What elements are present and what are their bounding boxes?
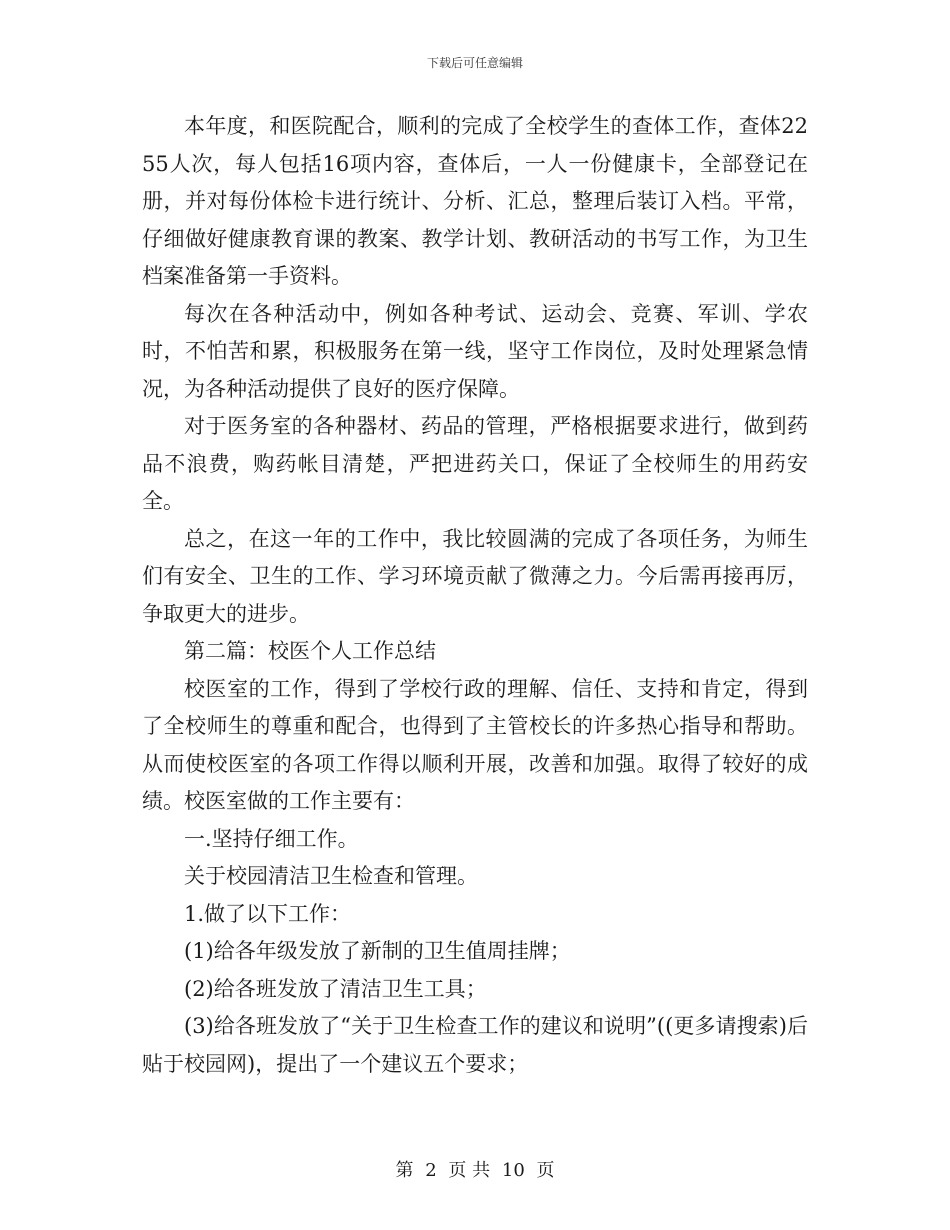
footer-total-pages: 10: [501, 1160, 525, 1181]
paragraph-medicine-management: 对于医务室的各种器材、药品的管理，严格根据要求进行，做到药品不浪费，购药帐目清楚，严把进药关口，保证了全校师生的用药安全。: [142, 414, 808, 513]
list-subheading-hygiene: 关于校园清洁卫生检查和管理。: [184, 864, 478, 888]
list-item-1-3: (3)给各班发放了“关于卫生检查工作的建议和说明”((更多请搜索)后贴于校园网)，提出了一个建议五个要求；: [142, 1014, 808, 1076]
list-item-1-1: (1)给各年级发放了新制的卫生值周挂牌；: [184, 939, 571, 963]
paragraph-activities: 每次在各种活动中，例如各种考试、运动会、竞赛、军训、学农时，不怕苦和累，积极服务在第一线，坚守工作岗位，及时处理紧急情况，为各种活动提供了良好的医疗保障。: [142, 301, 808, 401]
list-item-1-2: (2)给各班发放了清洁卫生工具；: [184, 976, 487, 1001]
footer-page-number: 2: [425, 1160, 437, 1181]
footer-suffix: 页: [536, 1160, 555, 1181]
footer-mid: 页 共: [448, 1160, 491, 1181]
paragraph-summary: 总之，在这一年的工作中，我比较圆满的完成了各项任务，为师生们有安全、卫生的工作、学习环境贡献了微薄之力。今后需再接再厉，争取更大的进步。: [142, 526, 808, 626]
document-body: [142, 108, 808, 1083]
section-heading-part-two: 第二篇：校医个人工作总结: [184, 639, 436, 663]
footer-prefix: 第: [395, 1160, 414, 1181]
list-item-1: 1.做了以下工作：: [184, 901, 352, 926]
paragraph-checkup: 本年度，和医院配合，顺利的完成了全校学生的查体工作，查体2255人次，每人包括16项内容，查体后，一人一份健康卡，全部登记在册，并对每份体检卡进行统计、分析、汇总，整理后装订入档。平常，仔细做好健康教育课的教案、教学计划、教研活动的书写工作，为卫生档案准备第一手资料。: [142, 114, 808, 288]
paragraph-school-clinic-intro: 校医室的工作，得到了学校行政的理解、信任、支持和肯定，得到了全校师生的尊重和配合，也得到了主管校长的许多热心指导和帮助。从而使校医室的各项工作得以顺利开展，改善和加强。取得了较好的成绩。校医室做的工作主要有：: [142, 676, 808, 813]
page-header-note: 下载后可任意编辑: [426, 56, 523, 70]
list-heading-careful-work: 一.坚持仔细工作。: [184, 826, 359, 851]
page-footer: [0, 1156, 950, 1182]
